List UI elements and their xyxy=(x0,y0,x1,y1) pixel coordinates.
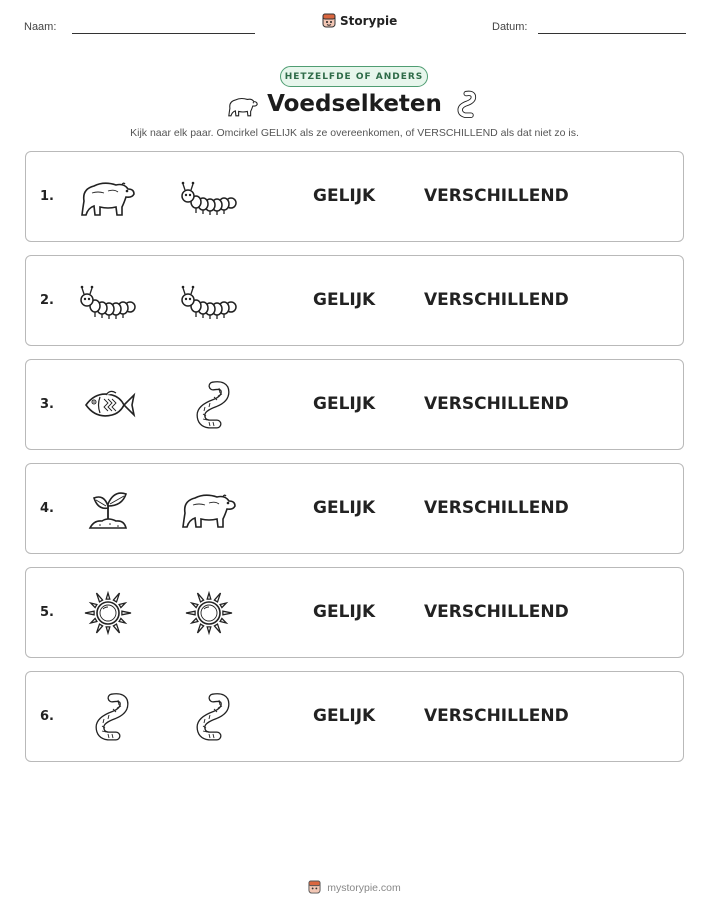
option-same[interactable]: GELIJK xyxy=(313,394,376,414)
worksheet-badge: HETZELFDE OF ANDERS xyxy=(280,66,428,87)
sun-icon xyxy=(179,588,239,638)
question-number: 5. xyxy=(40,605,54,620)
pie-mascot-icon xyxy=(308,880,321,895)
worksheet-title: Voedselketen xyxy=(267,91,442,117)
question-row xyxy=(25,359,684,450)
question-row xyxy=(25,151,684,242)
question-row xyxy=(25,671,684,762)
caterpillar-icon xyxy=(179,276,239,326)
worm-icon xyxy=(78,692,138,742)
question-number: 3. xyxy=(40,397,54,412)
question-row xyxy=(25,463,684,554)
option-same[interactable]: GELIJK xyxy=(313,498,376,518)
caterpillar-icon xyxy=(179,172,239,222)
brand-logo xyxy=(322,13,397,29)
question-number: 2. xyxy=(40,293,54,308)
option-different[interactable]: VERSCHILLEND xyxy=(424,498,569,518)
option-same[interactable]: GELIJK xyxy=(313,290,376,310)
polar-bear-icon xyxy=(179,484,239,534)
name-line[interactable] xyxy=(72,33,255,34)
question-row xyxy=(25,567,684,658)
option-same[interactable]: GELIJK xyxy=(313,706,376,726)
instructions-text: Kijk naar elk paar. Omcirkel GELIJK als ze overeenkomen, of VERSCHILLEND als dat niet zo is. xyxy=(130,127,579,139)
sprout-icon xyxy=(78,484,138,534)
fish-icon xyxy=(78,380,138,430)
option-different[interactable]: VERSCHILLEND xyxy=(424,186,569,206)
pie-mascot-icon xyxy=(322,13,336,29)
worm-icon xyxy=(179,692,239,742)
question-row xyxy=(25,255,684,346)
option-different[interactable]: VERSCHILLEND xyxy=(424,394,569,414)
name-label: Naam: xyxy=(24,21,57,33)
sun-icon xyxy=(78,588,138,638)
option-same[interactable]: GELIJK xyxy=(313,186,376,206)
question-number: 6. xyxy=(40,709,54,724)
worm-icon xyxy=(452,90,478,120)
question-number: 1. xyxy=(40,189,54,204)
option-different[interactable]: VERSCHILLEND xyxy=(424,290,569,310)
option-different[interactable]: VERSCHILLEND xyxy=(424,602,569,622)
worm-icon xyxy=(179,380,239,430)
footer xyxy=(0,880,709,895)
date-line[interactable] xyxy=(538,33,686,34)
caterpillar-icon xyxy=(78,276,138,326)
date-label: Datum: xyxy=(492,21,528,33)
option-different[interactable]: VERSCHILLEND xyxy=(424,706,569,726)
option-same[interactable]: GELIJK xyxy=(313,602,376,622)
question-number: 4. xyxy=(40,501,54,516)
footer-site[interactable]: mystorypie.com xyxy=(327,881,401,894)
polar-bear-icon xyxy=(78,172,138,222)
brand-name: Storypie xyxy=(340,14,398,28)
